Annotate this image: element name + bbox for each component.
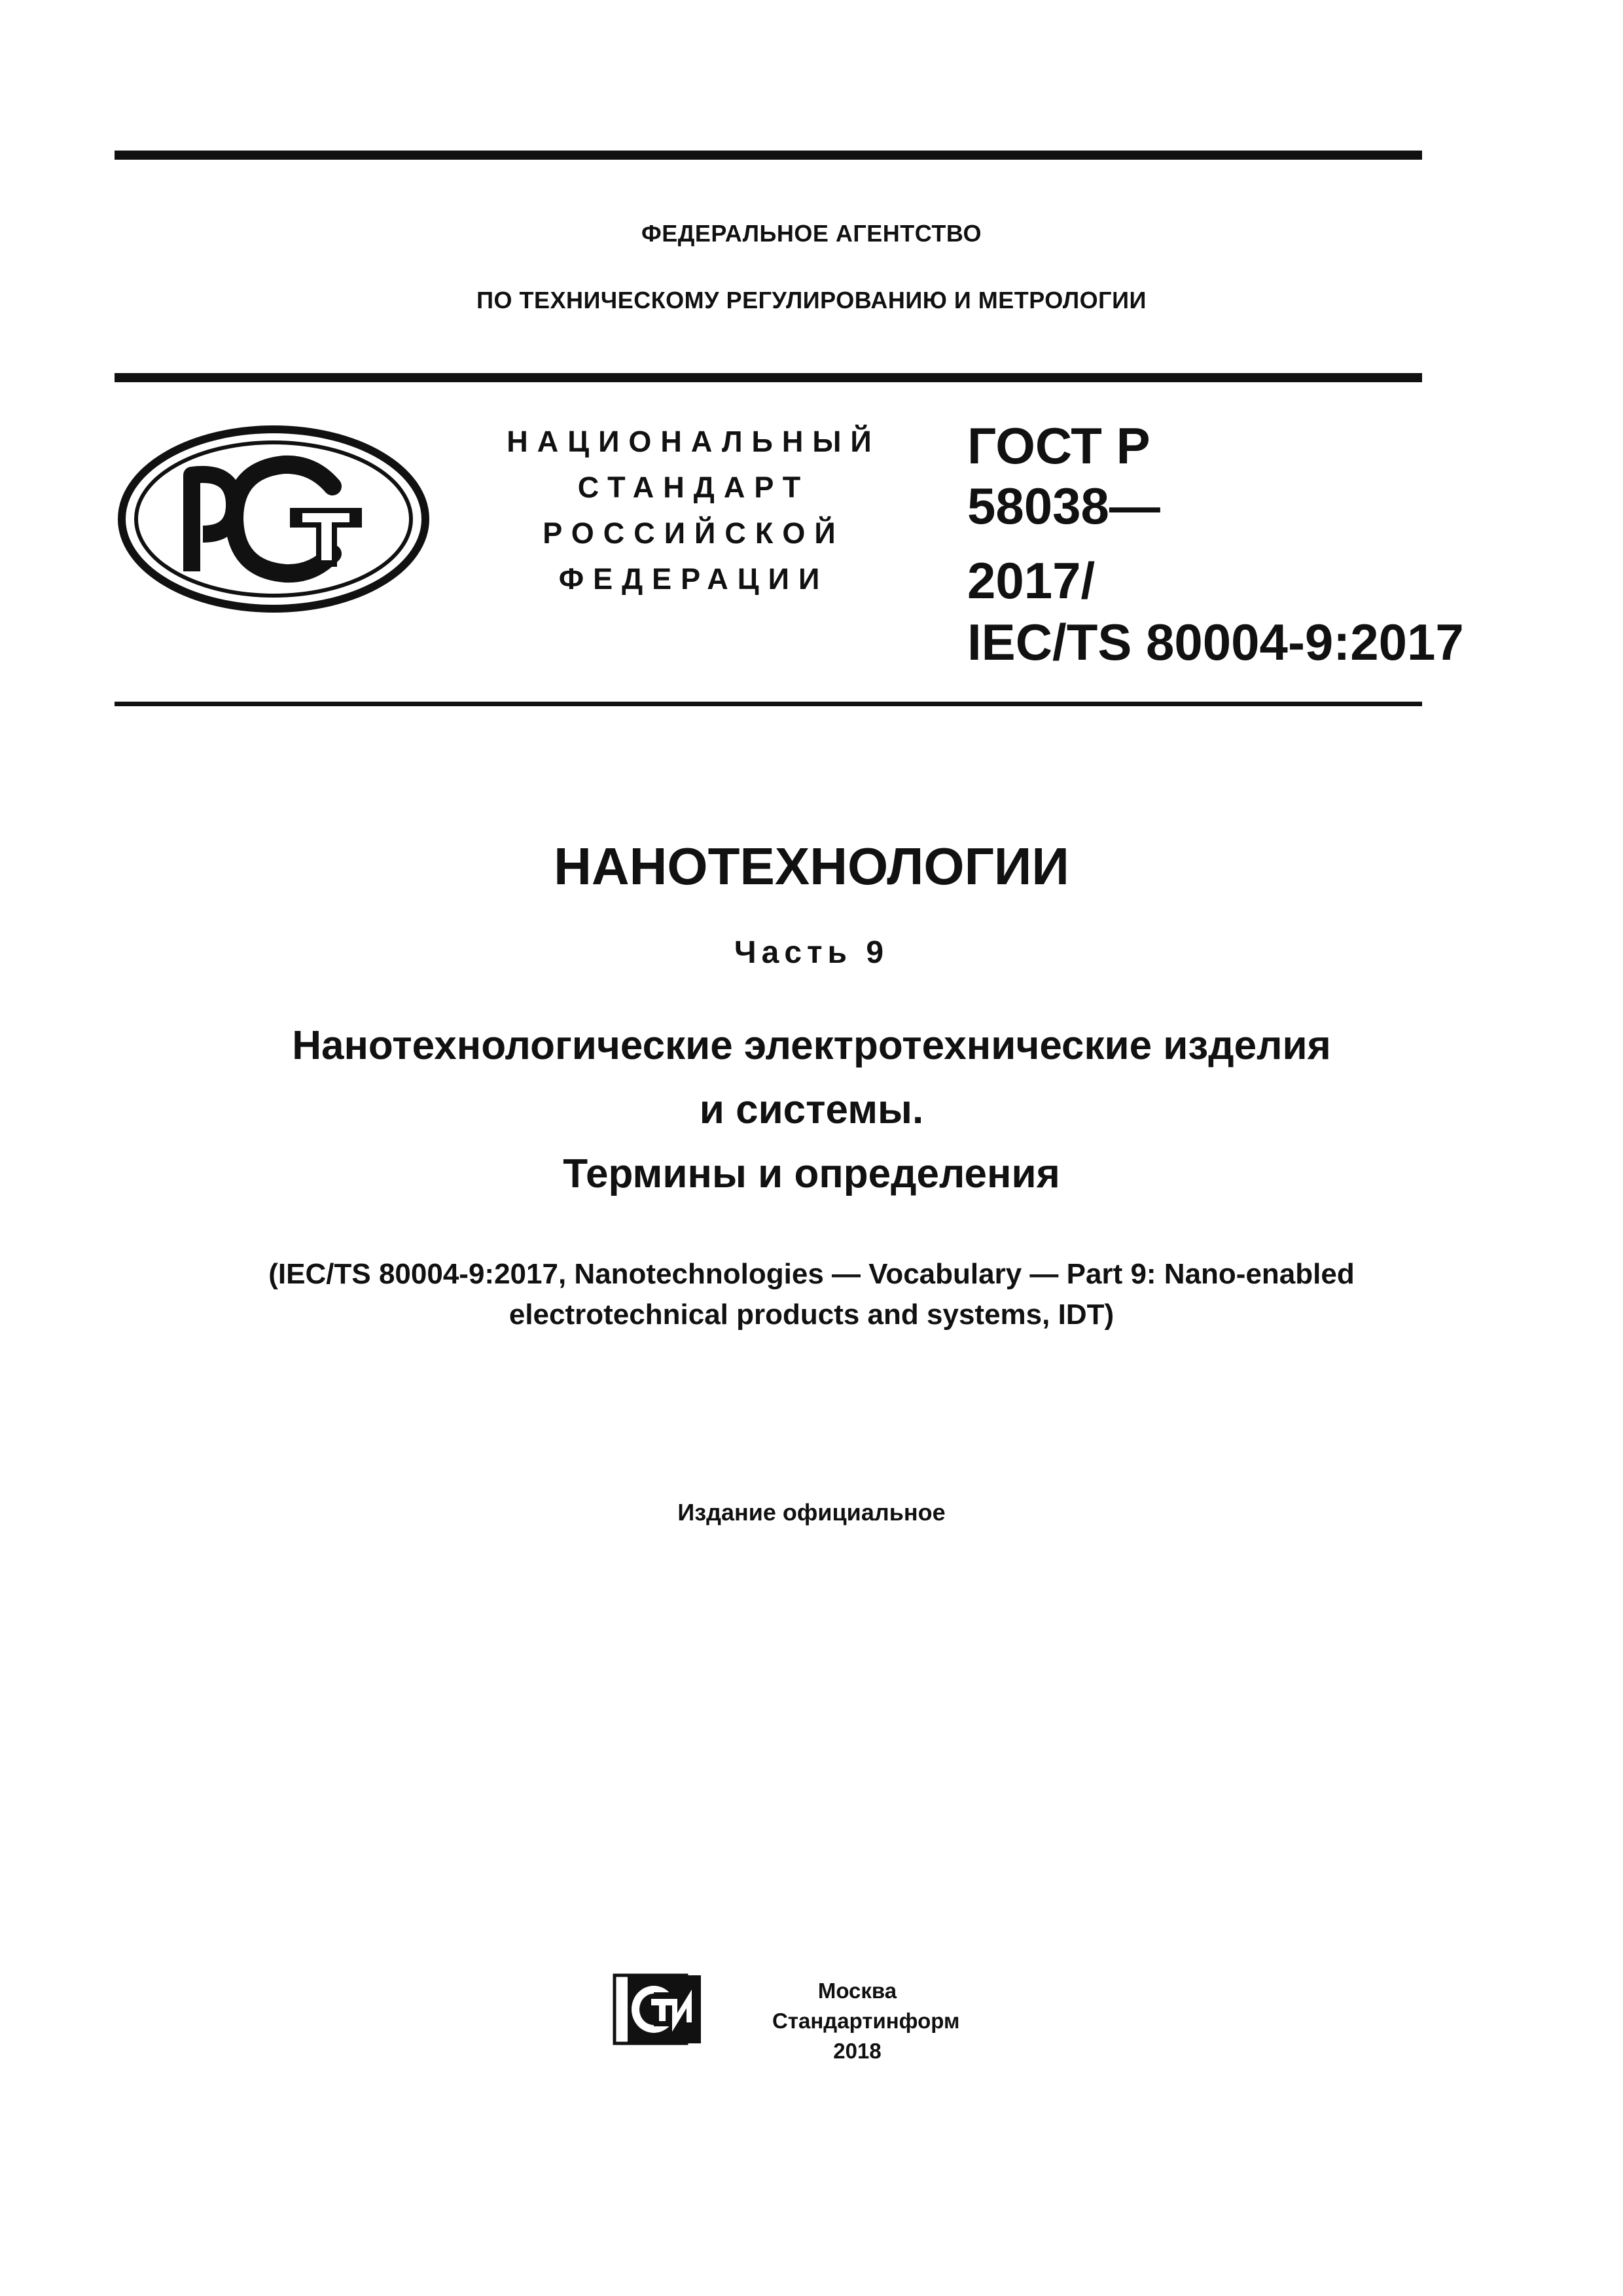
designation-line-4: IEC/TS 80004-9:2017 [967, 613, 1464, 671]
national-standard-line-1: НАЦИОНАЛЬНЫЙ [507, 425, 881, 458]
publisher-city: Москва [817, 1979, 897, 2003]
publisher-name: Стандартинформ [772, 2009, 960, 2033]
document-title: НАНОТЕХНОЛОГИИ [554, 837, 1069, 895]
part-number: Часть 9 [734, 935, 889, 970]
designation-line-2: 58038— [967, 477, 1160, 535]
agency-line-2: ПО ТЕХНИЧЕСКОМУ РЕГУЛИРОВАНИЮ И МЕТРОЛОГИИ [476, 287, 1147, 314]
subtitle-line-3: Термины и определения [563, 1151, 1060, 1196]
sti-emblem-icon [612, 1970, 704, 2049]
national-standard-line-4: ФЕДЕРАЦИИ [558, 562, 829, 596]
reference-line-2: electrotechnical products and systems, IDT) [508, 1299, 1115, 1331]
national-standard-line-3: РОССИЙСКОЙ [543, 516, 845, 550]
top-rule [115, 151, 1422, 160]
designation-line-3: 2017/ [967, 552, 1096, 609]
subtitle-line-2: и системы. [699, 1087, 924, 1132]
reference-line-1: (IEC/TS 80004-9:2017, Nanotechnologies — Vocabulary — Part 9: Nano-enabled [268, 1258, 1355, 1290]
publisher-year: 2018 [833, 2039, 882, 2063]
agency-line-1: ФЕДЕРАЛЬНОЕ АГЕНТСТВО [641, 220, 982, 247]
national-standard-line-2: СТАНДАРТ [577, 471, 810, 504]
edition-label: Издание официальное [677, 1499, 946, 1526]
designation-line-1: ГОСТ Р [967, 417, 1150, 475]
rst-emblem-icon [116, 424, 431, 614]
header-rule [115, 373, 1422, 382]
designation-rule [115, 702, 1422, 706]
subtitle-line-1: Нанотехнологические электротехнические изделия [292, 1023, 1331, 1068]
